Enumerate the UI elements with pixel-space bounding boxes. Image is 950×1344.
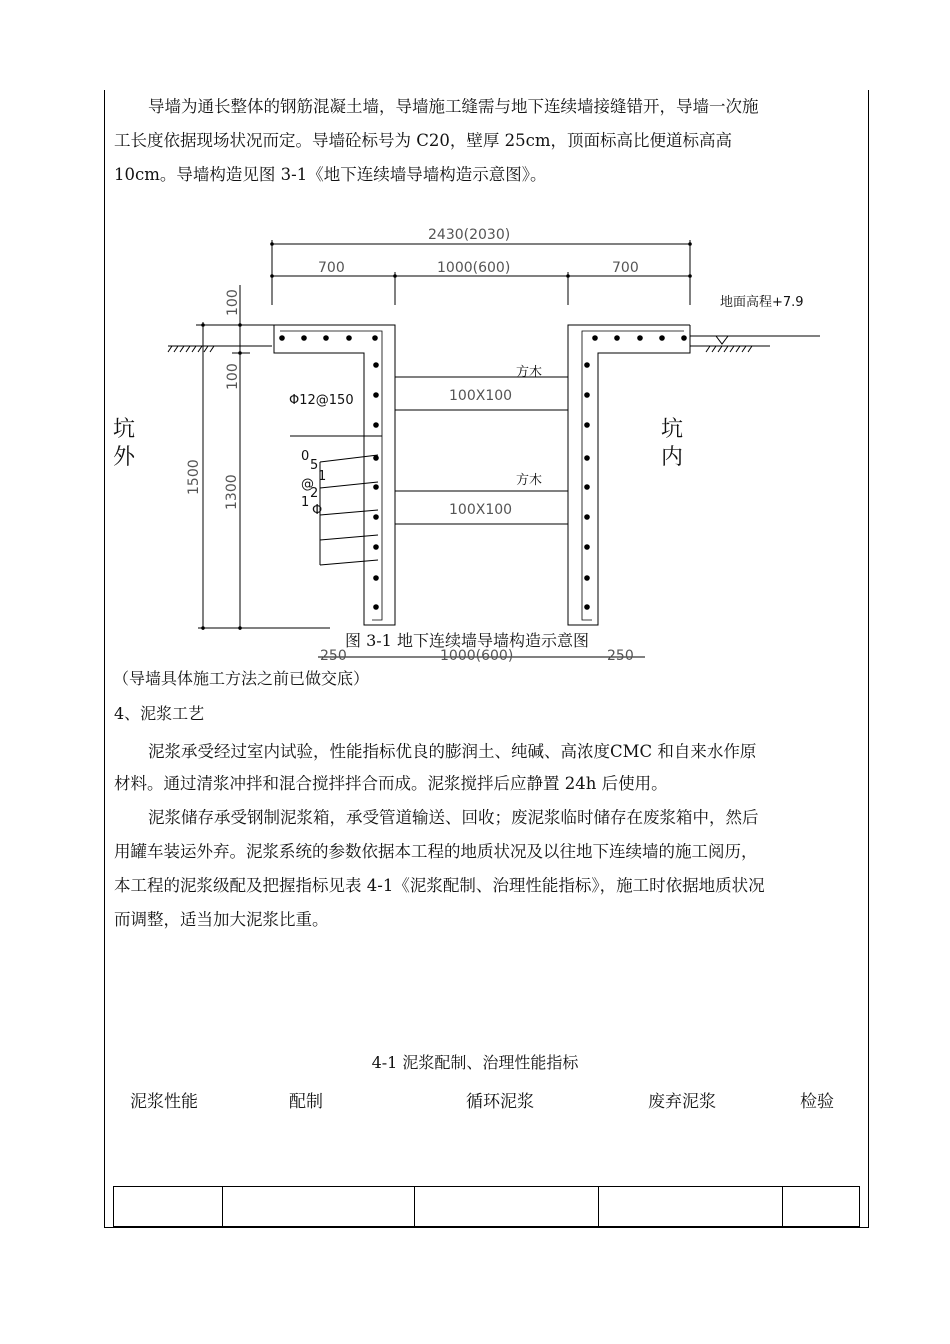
dim-1500: 1500 — [186, 459, 202, 495]
guide-wall-diagram — [0, 200, 950, 670]
dim-mid: 1000(600) — [437, 260, 511, 276]
rebar-vert-6: Φ — [312, 503, 323, 518]
table-cell — [223, 1187, 415, 1227]
rebar-vert-5: 1 — [301, 495, 310, 510]
wood-label-2: 方木 — [516, 473, 543, 488]
dim-1300: 1300 — [224, 474, 240, 510]
table-header-circulating-mud: 循环泥浆 — [466, 1092, 534, 1112]
intro-line-1: 导墙为通长整体的钢筋混凝土墙，导墙施工缝需与地下连续墙接缝错开，导墙一次施 — [148, 97, 759, 116]
rebar-vert-4: 2 — [310, 486, 319, 501]
rebar-vert-3: @ — [301, 477, 314, 492]
dim-total: 2430(2030) — [428, 227, 511, 243]
wood-size-1: 100X100 — [449, 388, 513, 404]
table-row — [114, 1187, 860, 1227]
table-header-inspection: 检验 — [800, 1092, 834, 1112]
intro-line-2: 工长度依据现场状况而定。导墙砼标号为 C20，壁厚 25cm，顶面标高比便道标高高 — [114, 131, 732, 150]
table-cell — [599, 1187, 783, 1227]
wood-label-1: 方木 — [516, 365, 543, 380]
table-cell — [114, 1187, 223, 1227]
rebar-vert-2: 1 — [318, 469, 327, 484]
para2-line-4: 而调整，适当加大泥浆比重。 — [114, 910, 329, 929]
table-header-mud-property: 泥浆性能 — [130, 1092, 198, 1112]
wood-size-2: 100X100 — [449, 502, 513, 518]
outside-char-2: 外 — [113, 445, 136, 470]
intro-line-3: 10cm。导墙构造见图 3-1《地下连续墙导墙构造示意图》。 — [114, 165, 547, 184]
para2-line-1: 泥浆储存承受钢制泥浆箱，承受管道输送、回收；废泥浆临时储存在废浆箱中，然后 — [148, 808, 759, 827]
inside-char-1: 坑 — [661, 417, 684, 442]
table-cell — [415, 1187, 599, 1227]
para1-line-1: 泥浆承受经过室内试验，性能指标优良的膨润土、纯碱、高浓度CMC 和自来水作原 — [148, 742, 757, 761]
dim-left: 700 — [318, 260, 345, 276]
dim-250-right: 250 — [607, 648, 634, 664]
figure-caption: 图 3-1 地下连续墙导墙构造示意图 — [345, 631, 589, 650]
inside-char-2: 内 — [661, 445, 684, 470]
dim-100-top: 100 — [225, 289, 241, 316]
rebar-label: Φ12@150 — [289, 393, 354, 408]
rebar-vert-0: 0 — [301, 449, 310, 464]
rebar-vert-1: 5 — [310, 458, 319, 473]
para1-line-2: 材料。通过清浆冲拌和混合搅拌拌合而成。泥浆搅拌后应静置 24h 后使用。 — [114, 774, 668, 793]
section-heading-4: 4、泥浆工艺 — [114, 704, 205, 723]
table-header-preparation: 配制 — [289, 1092, 323, 1112]
dim-100-mid: 100 — [225, 363, 241, 390]
dim-250-left: 250 — [320, 648, 347, 664]
outside-char-1: 坑 — [113, 417, 136, 442]
dim-bottom-mid: 1000(600) — [440, 648, 514, 664]
dim-right: 700 — [612, 260, 639, 276]
table-cell — [783, 1187, 860, 1227]
table-title: 4-1 泥浆配制、治理性能指标 — [371, 1053, 579, 1072]
table-header-waste-mud: 废弃泥浆 — [648, 1092, 716, 1112]
mud-index-table — [113, 1186, 860, 1227]
construction-note: （导墙具体施工方法之前已做交底） — [113, 669, 370, 688]
ground-elevation-label: 地面高程+7.9 — [720, 295, 804, 310]
para2-line-2: 用罐车装运外弃。泥浆系统的参数依据本工程的地质状况及以往地下连续墙的施工阅历， — [114, 842, 758, 861]
para2-line-3: 本工程的泥浆级配及把握指标见表 4-1《泥浆配制、治理性能指标》，施工时依据地质状况 — [114, 876, 765, 895]
